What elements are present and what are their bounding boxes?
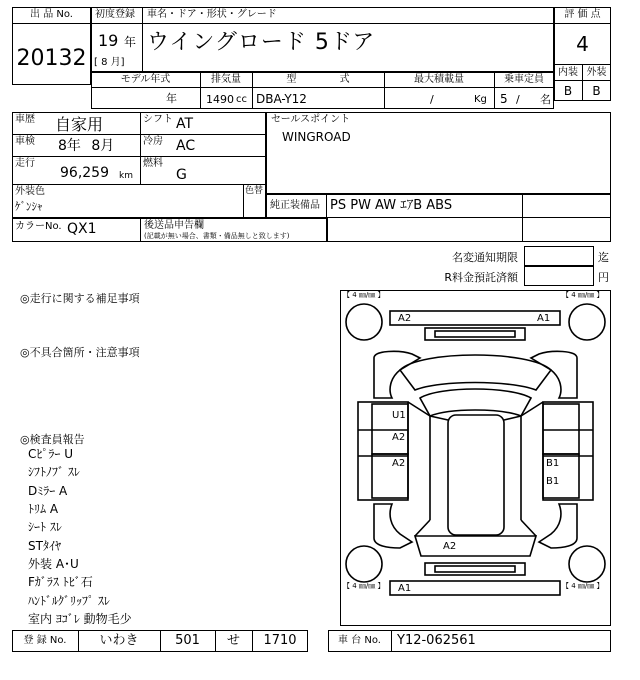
inspector-item: 室内 ﾖｺﾞﾚ 動物毛少 xyxy=(28,612,132,626)
damage-mark: A2 xyxy=(398,313,412,324)
inspector-item: ﾊﾝﾄﾞﾙｸﾞﾘｯﾌﾟ ｽﾚ xyxy=(28,594,110,608)
model: DBA-Y12 xyxy=(256,92,307,106)
displacement: 1490 xyxy=(206,93,234,106)
ac: AC xyxy=(176,138,196,154)
exterior-label: 外装 xyxy=(586,67,607,78)
recycle-input xyxy=(524,266,594,286)
exterior-grade: B xyxy=(592,84,601,98)
inspector-item: ﾄﾘﾑ A xyxy=(28,502,59,516)
reg-no-label: 登 録 No. xyxy=(23,635,67,646)
mileage-label: 走行 xyxy=(15,158,35,169)
rear-bumper xyxy=(390,581,560,595)
history-label: 車歴 xyxy=(15,114,35,125)
right-rear-fender xyxy=(539,504,577,548)
right-front-door xyxy=(543,404,579,454)
equipment-label: 純正装備品 xyxy=(270,200,320,211)
interior-label: 内装 xyxy=(558,67,578,78)
rear-gate xyxy=(415,536,536,556)
damage-mark: B1 xyxy=(546,476,560,487)
ext-color: ｹﾞﾝｼｬ xyxy=(15,200,43,213)
color-change-label: 色替 xyxy=(245,186,264,196)
model-label: 型 式 xyxy=(286,74,350,85)
lot-no-label: 出 品 No. xyxy=(30,9,73,20)
capacity-slash: / xyxy=(516,93,520,106)
mileage: 96,259 xyxy=(60,165,109,181)
ext-color-label: 外装色 xyxy=(15,186,45,197)
roof xyxy=(448,415,504,535)
history: 自家用 xyxy=(55,115,104,134)
inspector-item: STﾀｲﾔ xyxy=(28,539,61,553)
shift-label: シフト xyxy=(143,114,173,125)
wheel-rear-left xyxy=(346,546,382,582)
lot-no: 20132 xyxy=(16,46,87,71)
sales-point-label: セールスポイント xyxy=(271,114,351,125)
inspector-item: 外装 A･U xyxy=(28,557,79,571)
damage-mark: A2 xyxy=(443,541,457,552)
inspector-title: ◎検査員報告 xyxy=(20,433,85,446)
inspection-label: 車検 xyxy=(15,136,35,147)
aftermarket-note: (記載が無い場合、書類・備品無しと致します) xyxy=(144,232,290,240)
reg-number: 1710 xyxy=(263,633,297,648)
windshield xyxy=(420,389,531,416)
tire-depth-br: 【 4 ㎜/㎜ 】 xyxy=(562,582,604,590)
front-bumper xyxy=(390,311,560,325)
mileage-unit: km xyxy=(119,171,133,181)
ac-label: 冷房 xyxy=(143,136,163,147)
eval-score: 4 xyxy=(576,32,589,56)
first-reg-year: 19 xyxy=(98,31,119,50)
defects-title: ◎不具合箇所・注意事項 xyxy=(20,346,140,359)
fuel: G xyxy=(176,167,187,183)
capacity-label: 乗車定員 xyxy=(504,74,544,85)
inspector-item: Dﾐﾗｰ A xyxy=(28,484,68,498)
left-rear-fender xyxy=(374,504,412,548)
max-load-slash: / xyxy=(430,93,434,106)
model-year-unit: 年 xyxy=(166,92,177,105)
damage-mark: B1 xyxy=(546,458,560,469)
capacity-unit: 名 xyxy=(540,93,551,106)
displacement-unit: cc xyxy=(236,94,247,105)
damage-mark: A2 xyxy=(392,458,406,469)
recycle-unit: 円 xyxy=(598,271,609,284)
damage-mark: A1 xyxy=(398,583,412,594)
fuel-label: 燃料 xyxy=(143,158,163,169)
hood xyxy=(400,355,551,390)
inspector-item: ｼｰﾄ ｽﾚ xyxy=(28,520,62,534)
right-front-fender xyxy=(531,351,577,398)
shift: AT xyxy=(176,116,194,132)
wheel-front-left xyxy=(346,304,382,340)
eval-label: 評 価 点 xyxy=(564,9,601,20)
tire-depth-tr: 【 4 ㎜/㎜ 】 xyxy=(562,291,604,299)
damage-mark: U1 xyxy=(392,410,406,421)
sales-point: WINGROAD xyxy=(282,130,351,144)
capacity: 5 xyxy=(500,92,508,106)
aftermarket-label: 後送品申告欄 xyxy=(144,220,204,231)
name-change-input xyxy=(524,246,594,266)
car-diagram xyxy=(340,290,611,626)
first-reg-month: [ 8 月] xyxy=(94,57,125,68)
car-name: ウイングロード 5ドア xyxy=(147,30,376,55)
details-box xyxy=(12,112,266,218)
wheel-rear-right xyxy=(569,546,605,582)
name-change-label: 名変通知期限 xyxy=(452,251,518,264)
car-name-label: 車名・ドア・形状・グレード xyxy=(147,9,277,20)
inspector-item: Cﾋﾟﾗｰ U xyxy=(28,447,73,461)
first-reg-year-unit: 年 xyxy=(124,35,137,49)
inspector-item: Fｶﾞﾗｽ ﾄﾋﾞ石 xyxy=(28,575,93,589)
max-load-label: 最大積載量 xyxy=(414,74,464,85)
max-load-unit: Kg xyxy=(474,94,487,105)
displacement-label: 排気量 xyxy=(211,74,241,85)
equipment: PS PW AW ｴｱB ABS xyxy=(330,198,453,213)
inspector-item: ｼﾌﾄﾉﾌﾞ ｽﾚ xyxy=(28,465,80,479)
tire-depth-tl: 【 4 ㎜/㎜ 】 xyxy=(343,291,385,299)
driving-notes-title: ◎走行に関する補足事項 xyxy=(20,292,140,305)
name-change-unit: 迄 xyxy=(598,251,609,264)
damage-mark: A2 xyxy=(392,432,406,443)
reg-kana: せ xyxy=(226,633,240,648)
color-no-label: カラーNo. xyxy=(15,221,62,232)
color-no: QX1 xyxy=(67,221,97,237)
damage-mark: A1 xyxy=(537,313,551,324)
chassis-label: 車 台 No. xyxy=(338,635,381,646)
recycle-label: R料金預託済額 xyxy=(444,271,518,284)
first-reg-label: 初度登録 xyxy=(95,9,135,20)
reg-area: いわき xyxy=(99,633,139,648)
tire-depth-bl: 【 4 ㎜/㎜ 】 xyxy=(343,582,385,590)
left-front-fender xyxy=(374,351,420,398)
interior-grade: B xyxy=(563,84,573,98)
reg-class: 501 xyxy=(175,633,200,648)
wheel-front-right xyxy=(569,304,605,340)
inspection: 8年 8月 xyxy=(58,138,115,154)
chassis-no: Y12-062561 xyxy=(397,633,476,648)
model-year-label: モデル年式 xyxy=(120,74,171,85)
